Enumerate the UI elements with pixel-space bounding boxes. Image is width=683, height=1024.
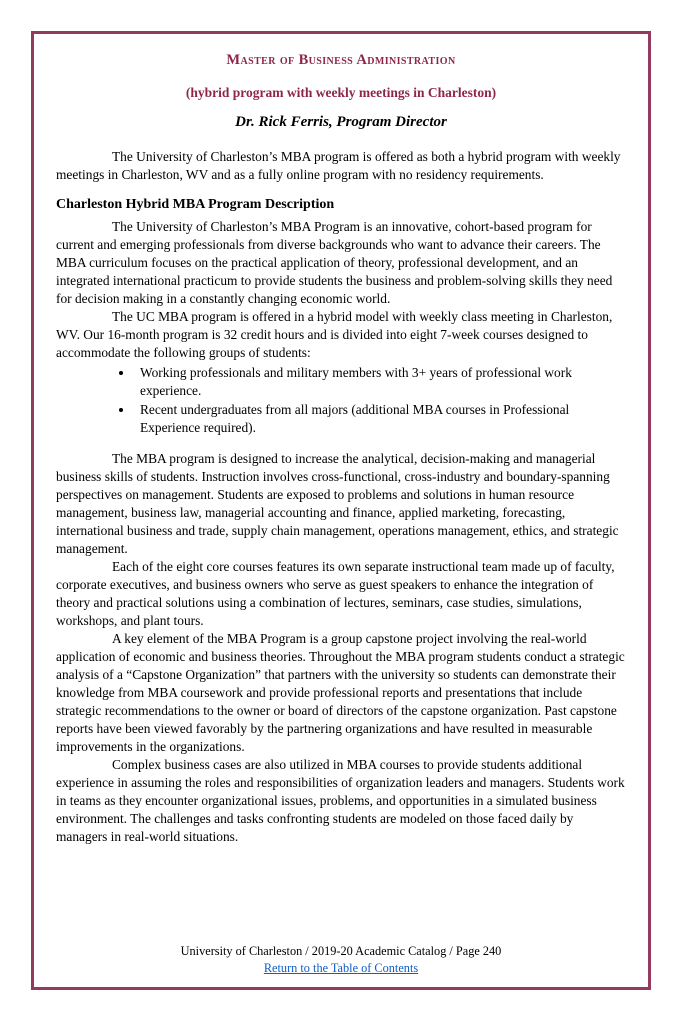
intro-paragraph: The University of Charleston’s MBA program is offered as both a hybrid program with weekly meetings in Charleston, WV and as a fully online program with no residency requirements. — [56, 149, 621, 182]
business-cases-paragraph: Complex business cases are also utilized in MBA courses to provide students additional experience in assuming the roles and responsibilities of organization leaders and managers. Students work in teams as they encounter organizational issues, problems, and opportunities in a simulated business environment. The challenges and tasks confronting students are modeled on those faced daily by managers in real-world situations. — [56, 757, 625, 844]
section-heading: Charleston Hybrid MBA Program Description — [56, 197, 335, 212]
program-director-line: Dr. Rick Ferris, Program Director — [235, 114, 447, 130]
page-subtitle: (hybrid program with weekly meetings in Charleston) — [185, 85, 497, 100]
page-border-frame — [31, 31, 651, 990]
page-title: Master of Business Administration — [226, 52, 456, 68]
capstone-paragraph: A key element of the MBA Program is a group capstone project involving the real-world application of economic and business theories. Throughout the MBA program students conduct a strategic analysis of a “Capstone Organization” that partners with the university so students can demonstrate their knowledge from MBA coursework and provide professional reports and presentations that include strategic recommendations to the owner or board of directors of the capstone organization. Past capstone reports have been viewed favorably by the partnering organizations and have resulted in measurable improvements in the organizations. — [56, 631, 625, 754]
program-description-paragraph: The University of Charleston’s MBA Program is an innovative, cohort-based program for current and emerging professionals from diverse backgrounds who want to advance their careers. The MBA curriculum focuses on the practical application of theory, professional development, and an integrated international practicum to provide students the business and problem-solving skills they need for decision making in a constantly changing economic world. — [56, 219, 613, 306]
list-item: • Recent undergraduates from all majors (additional MBA courses in Professional Experience required). — [134, 401, 626, 437]
list-item: • Working professionals and military members with 3+ years of professional work experience. — [134, 364, 626, 400]
skills-paragraph: The MBA program is designed to increase the analytical, decision-making and managerial business skills of students. Instruction involves cross-functional, cross-industry and boundary-spanning perspectives on management. Students are exposed to problems and solutions in human resource management, business law, managerial accounting and finance, applied marketing, forecasting, international business and trade, supply chain management, operations management, ethics, and strategic management. — [56, 451, 619, 556]
hybrid-model-paragraph: The UC MBA program is offered in a hybrid model with weekly class meeting in Charleston, WV. Our 16-month program is 32 credit hours and is divided into eight 7-week courses designed to accommodate the following groups of students: — [56, 309, 613, 360]
student-groups-list — [56, 364, 626, 438]
page-footer — [56, 944, 626, 979]
footer-citation: University of Charleston / 2019-20 Academic Catalog / Page 240 — [180, 944, 502, 958]
toc-link[interactable]: Return to the Table of Contents — [263, 961, 419, 975]
core-courses-paragraph: Each of the eight core courses features its own separate instructional team made up of faculty, corporate executives, and business owners who serve as guest speakers to enhance the integration of theory and practical solutions using a combination of lectures, seminars, case studies, simulations, workshops, and plant tours. — [56, 559, 615, 628]
